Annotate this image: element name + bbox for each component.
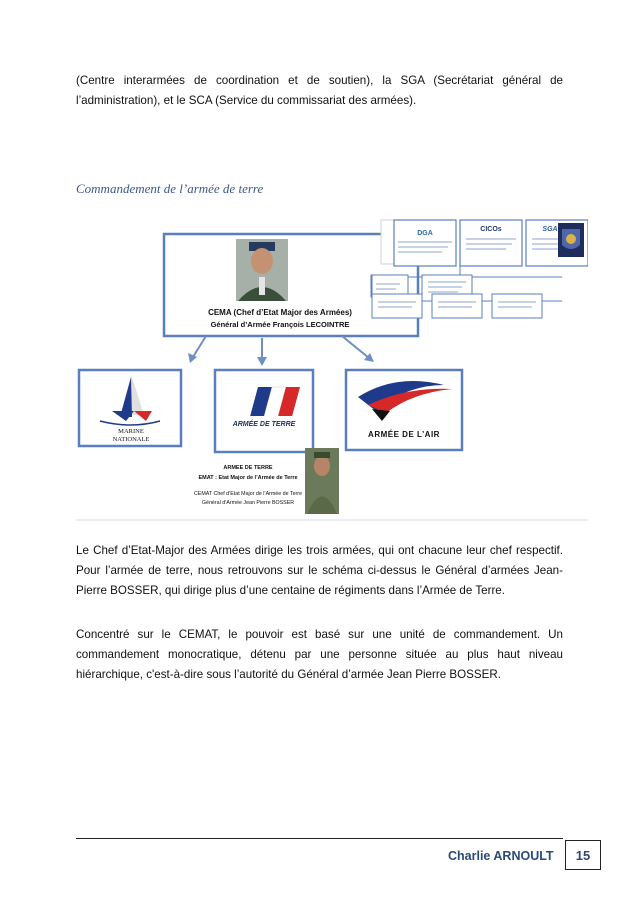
footer-rule [76, 838, 563, 839]
down-arrows [188, 336, 374, 366]
page-number: 15 [565, 840, 601, 870]
paragraph2-line-2: commandement monocratique, détenu par une personne située au plus haut niveau [76, 648, 563, 661]
emat-name: Général d’Armée Jean Pierre BOSSER [201, 500, 295, 506]
org-chart-figure [76, 217, 588, 523]
emat-chef: CEMAT Chef d’Etat Major de l’Armée de Terre [193, 491, 303, 497]
cema-portrait [236, 239, 288, 301]
emat-block [194, 465, 302, 506]
sga-label: SGA [542, 226, 558, 233]
marine-label-1: MARINE [118, 428, 144, 435]
armee-de-l-air-logo [346, 370, 462, 450]
emat-sub: EMAT : Etat Major de l’Armée de Terre [198, 475, 298, 481]
cema-name: Général d’Armée François LECOINTRE [210, 320, 350, 329]
paragraph2-line-1: Concentré sur le CEMAT, le pouvoir est basé sur une unité de commandement. Un [76, 628, 563, 641]
cema-title: CEMA (Chef d’Etat Major des Armées) [208, 308, 352, 317]
paragraph1-line-3: Pierre BOSSER, qui dirige plus d’une centaine de régiments dans l’Armée de Terre. [76, 584, 505, 597]
terre-label: ARMÉE DE TERRE [232, 421, 296, 428]
emat-title: ARMEE DE TERRE [223, 465, 273, 471]
intro-line-1: (Centre interarmées de coordination et de soutien), la SGA (Secrétariat général de [76, 74, 563, 87]
paragraph1-line-1: Le Chef d’Etat-Major des Armées dirige les trois armées, qui ont chacune leur chef respectif. [76, 544, 563, 557]
marine-nationale-logo [79, 370, 181, 446]
dga-label: DGA [417, 230, 433, 237]
marine-label-2: NATIONALE [112, 436, 150, 443]
paragraph1-line-2: Pour l’armée de terre, nous retrouvons sur le schéma ci-dessus le Général d’armées Jean- [76, 564, 563, 577]
armee-de-terre-logo [215, 370, 313, 452]
paragraph2-line-3: hiérarchique, c'est-à-dire sous l’autorité du Général d’armée Jean Pierre BOSSER. [76, 668, 501, 681]
air-label: ARMÉE DE L’AIR [368, 430, 440, 439]
footer-author: Charlie ARNOULT [448, 849, 554, 863]
section-title: Commandement de l’armée de terre [76, 181, 264, 196]
intro-line-2: l’administration), et le SCA (Service du commissariat des armées). [76, 94, 417, 107]
cemat-portrait [305, 448, 339, 514]
cicos-label: CICOs [480, 226, 502, 233]
